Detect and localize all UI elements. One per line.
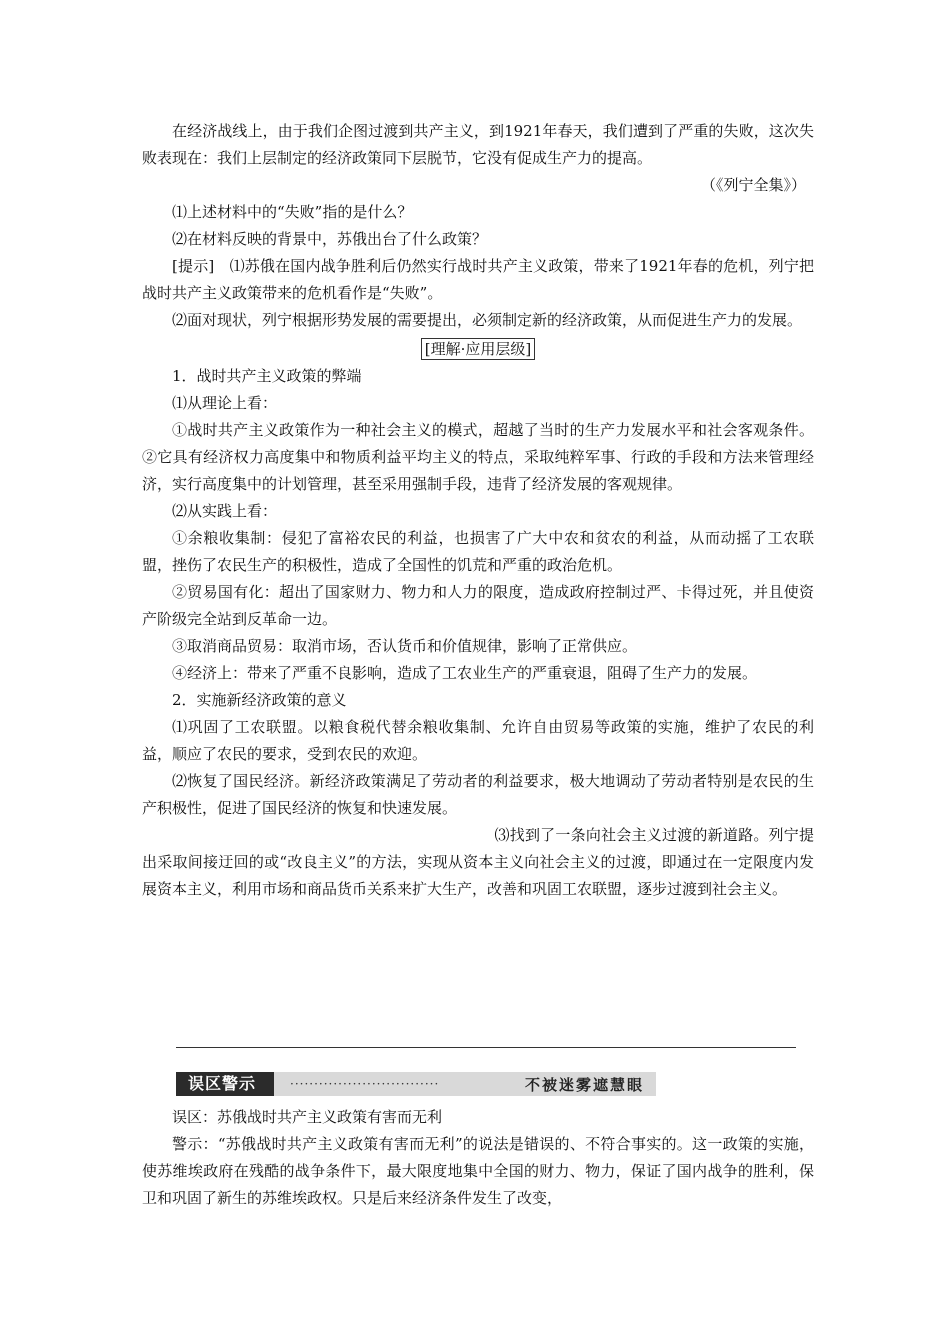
practice-point-2: ②贸易国有化：超出了国家财力、物力和人力的限度，造成政府控制过严、卡得过死，并且使资产阶级完全站到反革命一边。 xyxy=(142,583,814,628)
section-divider xyxy=(176,1047,796,1048)
warning-banner xyxy=(176,1072,656,1096)
alert-text: 警示：“苏俄战时共产主义政策有害而无利”的说法是错误的、不符合事实的。这一政策的实施，使苏维埃政府在残酷的战争条件下，最大限度地集中全国的财力、物力，保证了国内战争的胜利，保卫和巩固了新生的苏维埃政权。只是后来经济条件发生了改变， xyxy=(142,1135,814,1207)
practice-point-1: ①余粮收集制：侵犯了富裕农民的利益，也损害了广大中农和贫农的利益，从而动摇了工农联盟，挫伤了农民生产的积极性，造成了全国性的饥荒和严重的政治危机。 xyxy=(142,529,814,574)
hint-paragraph-1: [提示] ⑴苏俄在国内战争胜利后仍然实行战时共产主义政策，带来了1921年春的危机，列宁把战时共产主义政策带来的危机看作是“失败”。 xyxy=(142,257,814,302)
theory-text: ①战时共产主义政策作为一种社会主义的模式，超越了当时的生产力发展水平和社会客观条件。②它具有经济权力高度集中和物质利益平均主义的特点，采取纯粹军事、行政的手段和方法来管理经济，实行高度集中的计划管理，甚至采用强制手段，违背了经济发展的客观规律。 xyxy=(142,421,814,493)
level-tag: [理解·应用层级] xyxy=(421,338,535,360)
significance-point-1: ⑴巩固了工农联盟。以粮食税代替余粮收集制、允许自由贸易等政策的实施，维护了农民的利益，顺应了农民的要求，受到农民的欢迎。 xyxy=(142,718,814,763)
misconception-text: 误区：苏俄战时共产主义政策有害而无利 xyxy=(172,1108,443,1126)
material-source: （《列宁全集》） xyxy=(700,176,806,194)
theory-heading: ⑴从理论上看： xyxy=(172,394,278,412)
material-paragraph: 在经济战线上，由于我们企图过渡到共产主义，到1921年春天，我们遭到了严重的失败，这次失败表现在：我们上层制定的经济政策同下层脱节，它没有促成生产力的提高。 xyxy=(142,122,814,167)
level-tag-row xyxy=(142,336,814,363)
section1-heading: 1．战时共产主义政策的弊端 xyxy=(172,367,362,385)
warning-dots: ······························· xyxy=(290,1077,440,1091)
question-2: ⑵在材料反映的背景中，苏俄出台了什么政策？ xyxy=(172,230,488,248)
hint-paragraph-2: ⑵面对现状，列宁根据形势发展的需要提出，必须制定新的经济政策，从而促进生产力的发展。 xyxy=(172,311,803,329)
significance-point-2: ⑵恢复了国民经济。新经济政策满足了劳动者的利益要求，极大地调动了劳动者特别是农民的生产积极性，促进了国民经济的恢复和快速发展。 xyxy=(142,772,814,817)
question-1: ⑴上述材料中的“失败”指的是什么？ xyxy=(172,203,413,221)
warning-title: 误区警示 xyxy=(176,1072,274,1096)
section2-heading: 2．实施新经济政策的意义 xyxy=(172,691,347,709)
warning-content xyxy=(142,1104,814,1212)
practice-heading: ⑵从实践上看： xyxy=(172,502,278,520)
practice-point-3: ③取消商品贸易：取消市场，否认货币和价值规律，影响了正常供应。 xyxy=(172,637,638,655)
warning-subtitle: 不被迷雾遮慧眼 xyxy=(524,1075,644,1094)
significance-point-3: ⑶找到了一条向社会主义过渡的新道路。列宁提出采取间接迂回的或“改良主义”的方法，实现从资本主义向社会主义的过渡，即通过在一定限度内发展资本主义，利用市场和商品货币关系来扩大生产，改善和巩固工农联盟，逐步过渡到社会主义。 xyxy=(142,826,814,898)
main-content xyxy=(142,118,814,903)
practice-point-4: ④经济上：带来了严重不良影响，造成了工农业生产的严重衰退，阻碍了生产力的发展。 xyxy=(172,664,758,682)
